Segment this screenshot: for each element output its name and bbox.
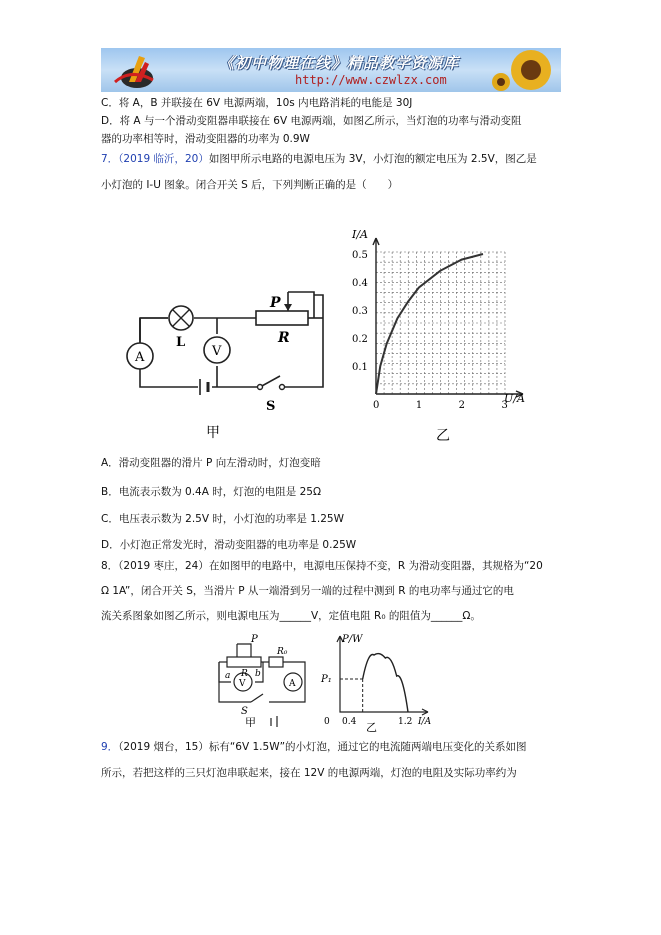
q8-caption-yi: 乙 [366,721,377,732]
q8-label-V: V [239,679,246,689]
iu-ylabel: I/A [352,228,368,241]
q8-label-S: S [241,706,248,717]
q7-line1 [101,152,537,166]
label-L: L [176,335,186,350]
pi-ylabel: P/W [342,634,363,645]
q8-label-A: A [289,679,296,689]
q7-option-c: C．电压表示数为 2.5V 时，小灯泡的功率是 1.25W [101,513,344,525]
q7-option-a: A．滑动变阻器的滑片 P 向左滑动时，灯泡变暗 [101,457,321,469]
q8-label-b: b [255,669,261,679]
q6-option-d-line1: D．将 A 与一个滑动变阻器串联接在 6V 电源两端，如图乙所示，当灯泡的功率与滑动变阻 [101,115,522,127]
q7-source: （2019 临沂，20） [118,153,209,165]
iu-xtick: 3 [501,400,508,411]
banner-url[interactable]: http://www.czwlzx.com [295,73,447,87]
label-S: S [266,399,276,414]
pi-curve [363,654,408,712]
iu-ytick: 0.5 [352,250,368,261]
q8-label-a: a [225,671,231,681]
header-banner [101,48,561,92]
label-R: R [278,330,290,346]
site-logo [101,48,191,92]
q7-option-d: D．小灯泡正常发光时，滑动变阻器的电功率是 0.25W [101,539,357,551]
label-V: V [212,344,222,359]
iu-xtick: 1 [415,400,423,411]
q7-text: 如图甲所示电路的电源电压为 3V，小灯泡的额定电压为 2.5V，图乙是 [208,153,537,165]
q7-circuit-diagram [120,222,330,452]
q7-iu-chart [338,224,538,449]
q6-option-d-line2: 器的功率相等时，滑动变阻器的功率为 0.9W [101,133,310,145]
pi-dashed-guide [340,679,363,712]
q8-label-R0: R₀ [277,647,288,657]
q9-line2: 所示，若把这样的三只灯泡串联起来，接在 12V 的电源两端，灯泡的电阻及实际功率约为 [101,767,517,779]
q8-label-P: P [251,634,258,645]
iu-ytick: 0.4 [352,278,368,289]
iu-ytick: 0.2 [352,334,368,345]
q6-option-c: C．将 A，B 并联接在 6V 电源两端，10s 内电路消耗的电能是 30J [101,97,413,109]
iu-xtick: 2 [458,400,465,411]
q9-text: （2019 烟台，15）标有“6V 1.5W”的小灯泡，通过它的电流随两端电压变化的关系如图 [118,741,527,753]
banner-title: 《初中物理在线》精品教学资源库 [219,54,460,72]
q7-caption-jia: 甲 [206,425,220,441]
q8-line3: 流关系图象如图乙所示，则电源电压为______V，定值电阻 R₀ 的阻值为______Ω。 [101,610,481,622]
q9-line1 [101,740,527,754]
pi-xtick-1.2: 1.2 [398,717,413,727]
q8-line2: Ω 1A”，闭合开关 S，当滑片 P 从一端滑到另一端的过程中测到 R 的电功率与通过它的电 [101,585,514,597]
q7-option-b: B．电流表示数为 0.4A 时，灯泡的电阻是 25Ω [101,486,321,498]
iu-xtick: 0 [373,400,380,411]
q8-label-R: R [241,669,248,679]
q7-line2: 小灯泡的 I-U 图象。闭合开关 S 后，下列判断正确的是（ ） [101,179,399,191]
pi-xtick-0: 0 [324,717,330,727]
q8-caption-jia: 甲 [245,716,256,727]
pi-xtick-0.4: 0.4 [342,717,357,727]
pi-p1: P₁ [321,674,332,685]
iu-ytick: 0.1 [352,362,368,373]
q8-line1: 8．（2019 枣庄，24）在如图甲的电路中，电源电压保持不变，R 为滑动变阻器，其规格为“20 [101,560,543,572]
iu-ytick: 0.3 [352,306,368,317]
q7-number: 7． [101,153,119,165]
label-P: P [270,295,281,311]
label-A: A [135,350,145,365]
q7-caption-yi: 乙 [436,428,450,444]
q9-number: 9． [101,741,119,753]
pi-xlabel: I/A [418,717,432,727]
iu-xlabel: U/A [504,392,525,405]
q8-pi-chart [316,632,436,732]
q8-circuit-diagram [207,632,317,727]
sunflower-image [481,48,561,92]
